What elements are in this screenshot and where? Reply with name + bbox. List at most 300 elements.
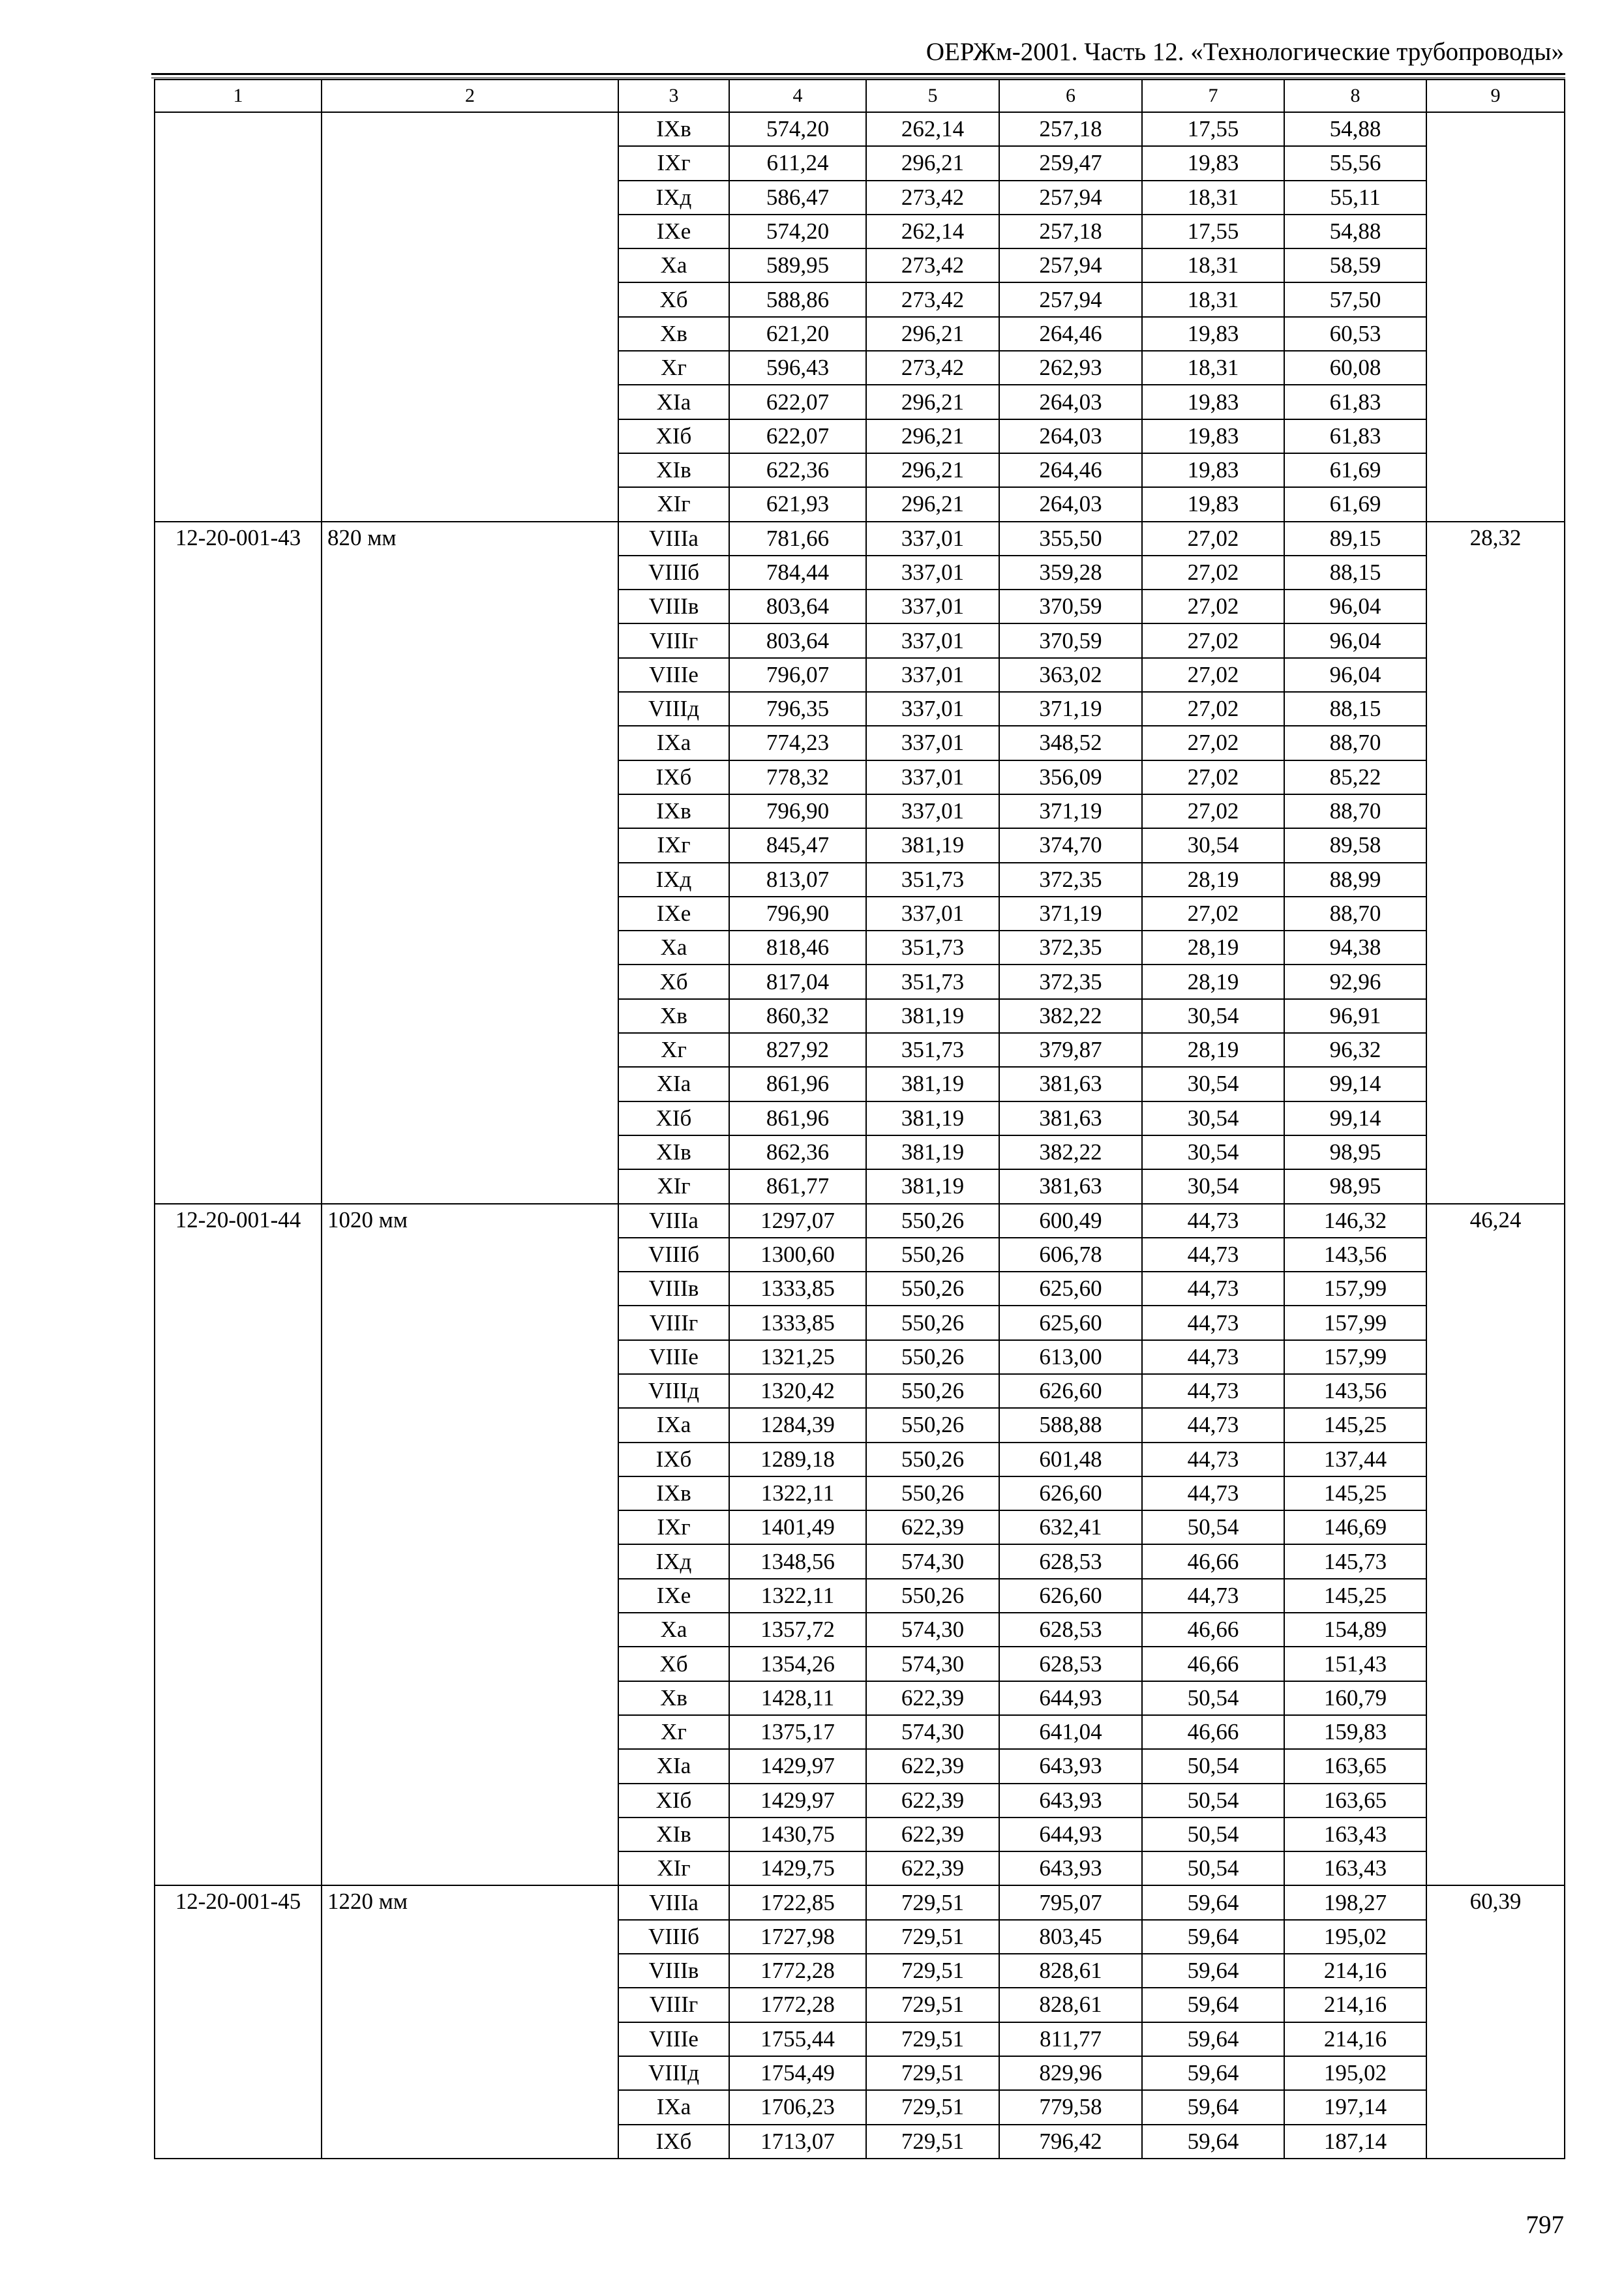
- category-cell: IXв: [618, 794, 729, 828]
- value-cell: 372,35: [999, 965, 1142, 998]
- value-cell: 818,46: [729, 931, 866, 965]
- value-cell: 729,51: [866, 1954, 999, 1988]
- value-cell: 622,07: [729, 385, 866, 419]
- table-row: [155, 1885, 1565, 1919]
- category-cell: XIб: [618, 1784, 729, 1818]
- value-cell: 94,38: [1284, 931, 1426, 965]
- value-cell: 550,26: [866, 1204, 999, 1238]
- value-cell: 1322,11: [729, 1579, 866, 1613]
- value-cell: 803,45: [999, 1920, 1142, 1954]
- value-cell: 273,42: [866, 181, 999, 215]
- category-cell: IXа: [618, 726, 729, 760]
- value-cell: 262,14: [866, 215, 999, 248]
- value-cell: 146,69: [1284, 1510, 1426, 1544]
- value-cell: 163,65: [1284, 1749, 1426, 1783]
- value-cell: 27,02: [1142, 692, 1284, 726]
- category-cell: VIIIб: [618, 556, 729, 590]
- category-cell: IXб: [618, 1443, 729, 1476]
- value-cell: 1333,85: [729, 1306, 866, 1339]
- value-cell: 151,43: [1284, 1647, 1426, 1681]
- value-cell: 214,16: [1284, 1988, 1426, 2022]
- value-cell: 796,35: [729, 692, 866, 726]
- value-cell: 27,02: [1142, 556, 1284, 590]
- value-cell: 803,64: [729, 590, 866, 623]
- category-cell: VIIIе: [618, 1340, 729, 1374]
- value-cell: 19,83: [1142, 453, 1284, 487]
- value-cell: 1321,25: [729, 1340, 866, 1374]
- value-cell: 46,66: [1142, 1613, 1284, 1647]
- value-cell: 337,01: [866, 623, 999, 657]
- value-cell: 1322,11: [729, 1476, 866, 1510]
- value-cell: 46,66: [1142, 1544, 1284, 1578]
- value-cell: 257,94: [999, 282, 1142, 316]
- value-cell: 371,19: [999, 897, 1142, 931]
- value-cell: 628,53: [999, 1647, 1142, 1681]
- category-cell: IXг: [618, 1510, 729, 1544]
- value-cell: 622,36: [729, 453, 866, 487]
- value-cell: 257,94: [999, 181, 1142, 215]
- category-cell: VIIIв: [618, 1954, 729, 1988]
- value-cell: 372,35: [999, 931, 1142, 965]
- value-cell: 214,16: [1284, 1954, 1426, 1988]
- value-cell: 381,19: [866, 1169, 999, 1203]
- value-cell: 601,48: [999, 1443, 1142, 1476]
- value-cell: 774,23: [729, 726, 866, 760]
- value-cell: 197,14: [1284, 2090, 1426, 2124]
- value-cell: 61,69: [1284, 487, 1426, 521]
- value-cell: 337,01: [866, 590, 999, 623]
- value-cell: 729,51: [866, 2090, 999, 2124]
- value-cell: 781,66: [729, 522, 866, 556]
- value-cell: 58,59: [1284, 248, 1426, 282]
- value-cell: 159,83: [1284, 1715, 1426, 1749]
- value-cell: 1297,07: [729, 1204, 866, 1238]
- category-cell: Xг: [618, 1715, 729, 1749]
- value-cell: 264,46: [999, 317, 1142, 351]
- value-cell: 59,64: [1142, 2090, 1284, 2124]
- value-cell: 99,14: [1284, 1101, 1426, 1135]
- value-cell: 18,31: [1142, 248, 1284, 282]
- pipe-diameter: [322, 112, 618, 522]
- value-cell: 381,19: [866, 828, 999, 862]
- value-cell: 44,73: [1142, 1476, 1284, 1510]
- value-cell: 381,19: [866, 1101, 999, 1135]
- value-cell: 163,43: [1284, 1818, 1426, 1851]
- value-cell: 50,54: [1142, 1784, 1284, 1818]
- value-cell: 371,19: [999, 794, 1142, 828]
- value-cell: 550,26: [866, 1238, 999, 1272]
- value-cell: 19,83: [1142, 385, 1284, 419]
- category-cell: IXв: [618, 112, 729, 146]
- value-cell: 550,26: [866, 1443, 999, 1476]
- value-cell: 359,28: [999, 556, 1142, 590]
- value-cell: 625,60: [999, 1306, 1142, 1339]
- value-cell: 44,73: [1142, 1408, 1284, 1442]
- value-cell: 30,54: [1142, 1135, 1284, 1169]
- value-cell: 96,04: [1284, 658, 1426, 692]
- value-cell: 88,70: [1284, 897, 1426, 931]
- value-cell: 61,83: [1284, 419, 1426, 453]
- value-cell: 589,95: [729, 248, 866, 282]
- value-cell: 644,93: [999, 1681, 1142, 1715]
- value-cell: 96,04: [1284, 590, 1426, 623]
- value-cell: 44,73: [1142, 1306, 1284, 1339]
- value-cell: 44,73: [1142, 1340, 1284, 1374]
- value-cell: 17,55: [1142, 215, 1284, 248]
- column-number: 7: [1142, 80, 1284, 112]
- value-cell: 28,19: [1142, 965, 1284, 998]
- column-9-value: 60,39: [1426, 1885, 1565, 2158]
- category-cell: Xа: [618, 931, 729, 965]
- value-cell: 622,07: [729, 419, 866, 453]
- value-cell: 18,31: [1142, 282, 1284, 316]
- value-cell: 296,21: [866, 385, 999, 419]
- value-cell: 44,73: [1142, 1204, 1284, 1238]
- value-cell: 778,32: [729, 760, 866, 794]
- value-cell: 381,19: [866, 1067, 999, 1101]
- value-cell: 374,70: [999, 828, 1142, 862]
- value-cell: 50,54: [1142, 1818, 1284, 1851]
- value-cell: 273,42: [866, 248, 999, 282]
- category-cell: XIг: [618, 1169, 729, 1203]
- value-cell: 30,54: [1142, 1169, 1284, 1203]
- value-cell: 145,73: [1284, 1544, 1426, 1578]
- value-cell: 154,89: [1284, 1613, 1426, 1647]
- value-cell: 96,32: [1284, 1033, 1426, 1067]
- value-cell: 50,54: [1142, 1681, 1284, 1715]
- category-cell: VIIIа: [618, 522, 729, 556]
- value-cell: 18,31: [1142, 181, 1284, 215]
- value-cell: 57,50: [1284, 282, 1426, 316]
- value-cell: 27,02: [1142, 623, 1284, 657]
- pipe-diameter: 820 мм: [322, 522, 618, 1204]
- value-cell: 44,73: [1142, 1238, 1284, 1272]
- value-cell: 381,63: [999, 1169, 1142, 1203]
- value-cell: 50,54: [1142, 1851, 1284, 1885]
- value-cell: 98,95: [1284, 1169, 1426, 1203]
- category-cell: Xг: [618, 1033, 729, 1067]
- value-cell: 264,03: [999, 487, 1142, 521]
- value-cell: 626,60: [999, 1476, 1142, 1510]
- column-number: 4: [729, 80, 866, 112]
- value-cell: 861,96: [729, 1067, 866, 1101]
- page-number: 797: [1526, 2211, 1564, 2239]
- value-cell: 621,93: [729, 487, 866, 521]
- value-cell: 828,61: [999, 1954, 1142, 1988]
- value-cell: 606,78: [999, 1238, 1142, 1272]
- value-cell: 862,36: [729, 1135, 866, 1169]
- value-cell: 632,41: [999, 1510, 1142, 1544]
- value-cell: 381,19: [866, 999, 999, 1033]
- value-cell: 861,96: [729, 1101, 866, 1135]
- value-cell: 371,19: [999, 692, 1142, 726]
- category-cell: Xв: [618, 999, 729, 1033]
- value-cell: 163,65: [1284, 1784, 1426, 1818]
- value-cell: 264,03: [999, 385, 1142, 419]
- value-cell: 803,64: [729, 623, 866, 657]
- category-cell: IXа: [618, 1408, 729, 1442]
- value-cell: 381,63: [999, 1101, 1142, 1135]
- category-cell: Xа: [618, 1613, 729, 1647]
- value-cell: 729,51: [866, 1988, 999, 2022]
- category-cell: IXе: [618, 1579, 729, 1613]
- value-cell: 829,96: [999, 2056, 1142, 2090]
- value-cell: 1713,07: [729, 2125, 866, 2159]
- value-cell: 729,51: [866, 2022, 999, 2056]
- value-cell: 588,88: [999, 1408, 1142, 1442]
- column-number: 3: [618, 80, 729, 112]
- value-cell: 44,73: [1142, 1272, 1284, 1306]
- category-cell: XIб: [618, 1101, 729, 1135]
- value-cell: 1727,98: [729, 1920, 866, 1954]
- value-cell: 54,88: [1284, 215, 1426, 248]
- value-cell: 143,56: [1284, 1238, 1426, 1272]
- category-cell: IXе: [618, 897, 729, 931]
- value-cell: 643,93: [999, 1784, 1142, 1818]
- value-cell: 363,02: [999, 658, 1142, 692]
- category-cell: VIIIв: [618, 1272, 729, 1306]
- value-cell: 273,42: [866, 351, 999, 385]
- value-cell: 729,51: [866, 2125, 999, 2159]
- value-cell: 145,25: [1284, 1408, 1426, 1442]
- value-cell: 88,70: [1284, 726, 1426, 760]
- value-cell: 59,64: [1142, 1885, 1284, 1919]
- value-cell: 337,01: [866, 692, 999, 726]
- value-cell: 382,22: [999, 1135, 1142, 1169]
- value-cell: 796,90: [729, 794, 866, 828]
- value-cell: 19,83: [1142, 146, 1284, 180]
- value-cell: 828,61: [999, 1988, 1142, 2022]
- header-rule: [151, 73, 1565, 78]
- value-cell: 827,92: [729, 1033, 866, 1067]
- value-cell: 146,32: [1284, 1204, 1426, 1238]
- column-number: 5: [866, 80, 999, 112]
- value-cell: 44,73: [1142, 1579, 1284, 1613]
- value-cell: 96,91: [1284, 999, 1426, 1033]
- value-cell: 1300,60: [729, 1238, 866, 1272]
- value-cell: 98,95: [1284, 1135, 1426, 1169]
- value-cell: 625,60: [999, 1272, 1142, 1306]
- rate-code: 12-20-001-43: [155, 522, 322, 1204]
- value-cell: 1289,18: [729, 1443, 866, 1476]
- value-cell: 574,20: [729, 112, 866, 146]
- table-row: [155, 522, 1565, 556]
- category-cell: Xб: [618, 282, 729, 316]
- category-cell: VIIIд: [618, 692, 729, 726]
- value-cell: 27,02: [1142, 658, 1284, 692]
- rate-code: 12-20-001-44: [155, 1204, 322, 1886]
- value-cell: 1772,28: [729, 1988, 866, 2022]
- value-cell: 1401,49: [729, 1510, 866, 1544]
- value-cell: 372,35: [999, 863, 1142, 897]
- value-cell: 1284,39: [729, 1408, 866, 1442]
- category-cell: IXб: [618, 2125, 729, 2159]
- value-cell: 861,77: [729, 1169, 866, 1203]
- column-9-value: 28,32: [1426, 522, 1565, 1204]
- value-cell: 550,26: [866, 1579, 999, 1613]
- value-cell: 348,52: [999, 726, 1142, 760]
- value-cell: 1357,72: [729, 1613, 866, 1647]
- category-cell: XIв: [618, 1135, 729, 1169]
- value-cell: 92,96: [1284, 965, 1426, 998]
- value-cell: 44,73: [1142, 1374, 1284, 1408]
- category-cell: VIIIг: [618, 1306, 729, 1339]
- value-cell: 30,54: [1142, 999, 1284, 1033]
- category-cell: VIIIг: [618, 1988, 729, 2022]
- value-cell: 1706,23: [729, 2090, 866, 2124]
- value-cell: 296,21: [866, 419, 999, 453]
- value-cell: 600,49: [999, 1204, 1142, 1238]
- value-cell: 160,79: [1284, 1681, 1426, 1715]
- value-cell: 621,20: [729, 317, 866, 351]
- value-cell: 1772,28: [729, 1954, 866, 1988]
- rate-code: [155, 112, 322, 522]
- value-cell: 296,21: [866, 317, 999, 351]
- value-cell: 550,26: [866, 1374, 999, 1408]
- value-cell: 1375,17: [729, 1715, 866, 1749]
- value-cell: 586,47: [729, 181, 866, 215]
- value-cell: 257,18: [999, 112, 1142, 146]
- category-cell: VIIIб: [618, 1920, 729, 1954]
- value-cell: 296,21: [866, 487, 999, 521]
- value-cell: 370,59: [999, 590, 1142, 623]
- value-cell: 145,25: [1284, 1476, 1426, 1510]
- category-cell: Xа: [618, 248, 729, 282]
- value-cell: 28,19: [1142, 931, 1284, 965]
- category-cell: XIг: [618, 1851, 729, 1885]
- value-cell: 574,30: [866, 1613, 999, 1647]
- table-row: [155, 112, 1565, 146]
- value-cell: 729,51: [866, 2056, 999, 2090]
- value-cell: 817,04: [729, 965, 866, 998]
- category-cell: IXг: [618, 146, 729, 180]
- value-cell: 1428,11: [729, 1681, 866, 1715]
- value-cell: 622,39: [866, 1818, 999, 1851]
- category-cell: VIIIе: [618, 658, 729, 692]
- value-cell: 163,43: [1284, 1851, 1426, 1885]
- category-cell: IXд: [618, 1544, 729, 1578]
- category-cell: IXг: [618, 828, 729, 862]
- column-number-row: [155, 80, 1565, 112]
- column-9-value: [1426, 112, 1565, 522]
- value-cell: 50,54: [1142, 1749, 1284, 1783]
- category-cell: IXб: [618, 760, 729, 794]
- category-cell: XIг: [618, 487, 729, 521]
- value-cell: 59,64: [1142, 2125, 1284, 2159]
- value-cell: 588,86: [729, 282, 866, 316]
- value-cell: 264,46: [999, 453, 1142, 487]
- value-cell: 28,19: [1142, 1033, 1284, 1067]
- value-cell: 59,64: [1142, 1954, 1284, 1988]
- value-cell: 85,22: [1284, 760, 1426, 794]
- category-cell: VIIIд: [618, 1374, 729, 1408]
- value-cell: 796,90: [729, 897, 866, 931]
- value-cell: 574,30: [866, 1544, 999, 1578]
- value-cell: 641,04: [999, 1715, 1142, 1749]
- value-cell: 55,11: [1284, 181, 1426, 215]
- value-cell: 19,83: [1142, 317, 1284, 351]
- value-cell: 61,69: [1284, 453, 1426, 487]
- value-cell: 784,44: [729, 556, 866, 590]
- value-cell: 157,99: [1284, 1272, 1426, 1306]
- value-cell: 257,94: [999, 248, 1142, 282]
- value-cell: 137,44: [1284, 1443, 1426, 1476]
- category-cell: VIIIд: [618, 2056, 729, 2090]
- category-cell: XIа: [618, 1749, 729, 1783]
- value-cell: 644,93: [999, 1818, 1142, 1851]
- value-cell: 1755,44: [729, 2022, 866, 2056]
- pipe-diameter: 1020 мм: [322, 1204, 618, 1886]
- value-cell: 811,77: [999, 2022, 1142, 2056]
- value-cell: 259,47: [999, 146, 1142, 180]
- page-header: ОЕРЖм-2001. Часть 12. «Технологические трубопроводы»: [925, 38, 1564, 66]
- value-cell: 574,30: [866, 1715, 999, 1749]
- category-cell: IXе: [618, 215, 729, 248]
- category-cell: Xг: [618, 351, 729, 385]
- value-cell: 337,01: [866, 897, 999, 931]
- value-cell: 356,09: [999, 760, 1142, 794]
- value-cell: 30,54: [1142, 1067, 1284, 1101]
- value-cell: 813,07: [729, 863, 866, 897]
- value-cell: 262,93: [999, 351, 1142, 385]
- value-cell: 187,14: [1284, 2125, 1426, 2159]
- category-cell: VIIIа: [618, 1204, 729, 1238]
- column-number: 6: [999, 80, 1142, 112]
- category-cell: IXв: [618, 1476, 729, 1510]
- value-cell: 1429,97: [729, 1749, 866, 1783]
- value-cell: 1320,42: [729, 1374, 866, 1408]
- category-cell: Xб: [618, 965, 729, 998]
- category-cell: XIв: [618, 1818, 729, 1851]
- value-cell: 17,55: [1142, 112, 1284, 146]
- value-cell: 860,32: [729, 999, 866, 1033]
- pipe-diameter: 1220 мм: [322, 1885, 618, 2158]
- value-cell: 845,47: [729, 828, 866, 862]
- value-cell: 643,93: [999, 1749, 1142, 1783]
- value-cell: 296,21: [866, 453, 999, 487]
- category-cell: VIIIб: [618, 1238, 729, 1272]
- value-cell: 337,01: [866, 658, 999, 692]
- category-cell: Xв: [618, 317, 729, 351]
- value-cell: 622,39: [866, 1681, 999, 1715]
- value-cell: 59,64: [1142, 2056, 1284, 2090]
- category-cell: XIв: [618, 453, 729, 487]
- value-cell: 96,04: [1284, 623, 1426, 657]
- value-cell: 27,02: [1142, 590, 1284, 623]
- value-cell: 46,66: [1142, 1647, 1284, 1681]
- value-cell: 337,01: [866, 760, 999, 794]
- value-cell: 44,73: [1142, 1443, 1284, 1476]
- value-cell: 195,02: [1284, 1920, 1426, 1954]
- value-cell: 622,39: [866, 1510, 999, 1544]
- value-cell: 157,99: [1284, 1340, 1426, 1374]
- value-cell: 574,30: [866, 1647, 999, 1681]
- value-cell: 55,56: [1284, 146, 1426, 180]
- value-cell: 550,26: [866, 1340, 999, 1374]
- value-cell: 729,51: [866, 1920, 999, 1954]
- value-cell: 351,73: [866, 1033, 999, 1067]
- value-cell: 1348,56: [729, 1544, 866, 1578]
- value-cell: 257,18: [999, 215, 1142, 248]
- value-cell: 157,99: [1284, 1306, 1426, 1339]
- value-cell: 88,70: [1284, 794, 1426, 828]
- table-row: [155, 1204, 1565, 1238]
- value-cell: 550,26: [866, 1476, 999, 1510]
- value-cell: 370,59: [999, 623, 1142, 657]
- value-cell: 99,14: [1284, 1067, 1426, 1101]
- value-cell: 27,02: [1142, 522, 1284, 556]
- value-cell: 27,02: [1142, 794, 1284, 828]
